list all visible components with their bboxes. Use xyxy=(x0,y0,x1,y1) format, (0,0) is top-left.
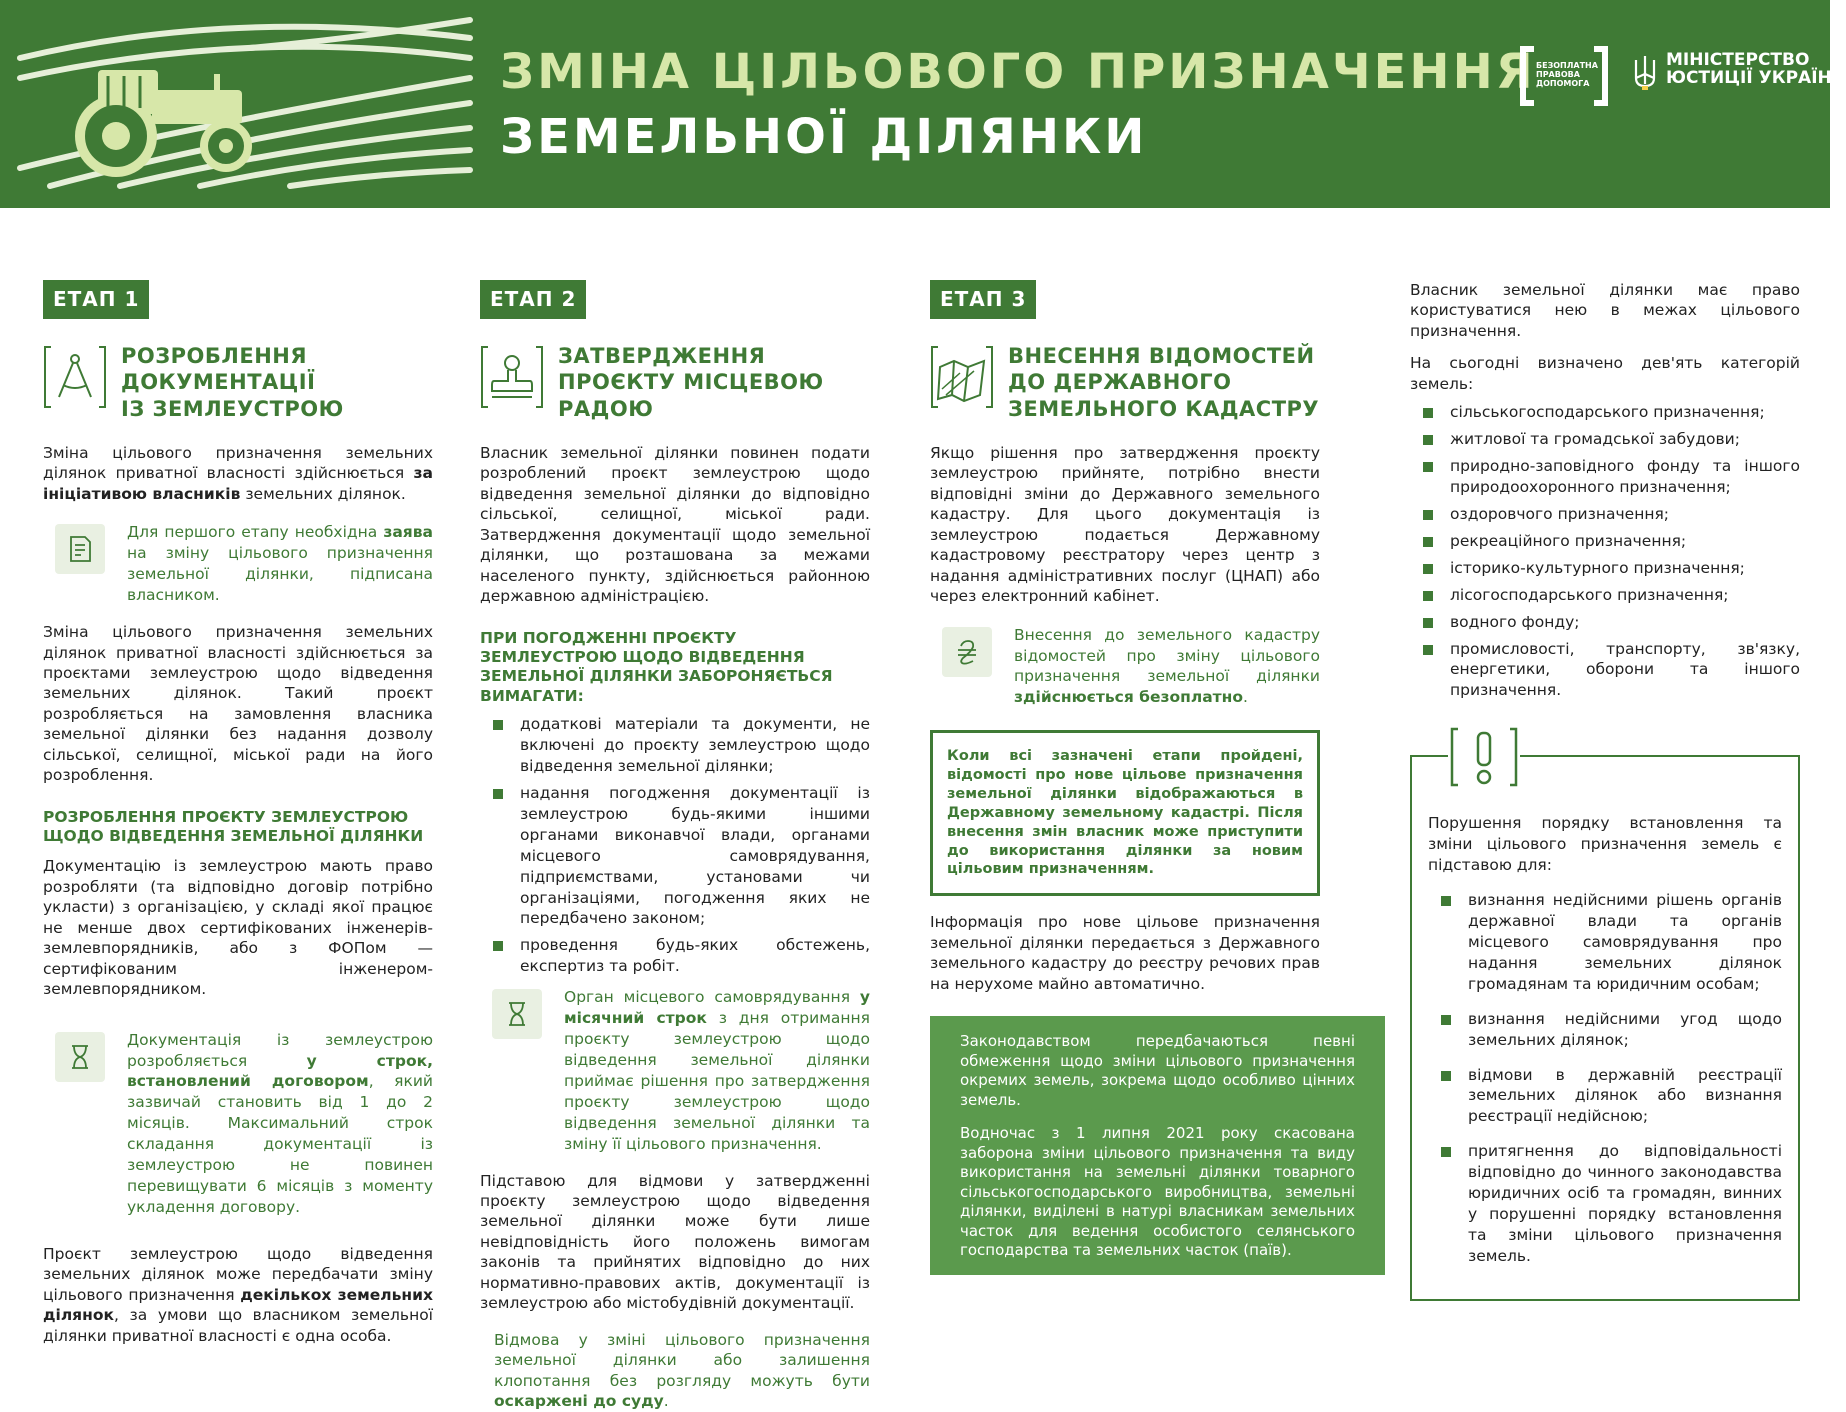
paragraph: Зміна цільового призначення земельних ділянок приватної власності здійснюється за проєктами землеустрою щодо відведення земельних ділянок. Такий проєкт розробляється на замовлення власника земельної ділянки без надання дозволу сільської, селищної, міської ради на його розроблення. xyxy=(43,623,433,785)
section-subheading: РОЗРОБЛЕННЯ ПРОЄКТУ ЗЕМЛЕУСТРОЮ ЩОДО ВІДВЕДЕННЯ ЗЕМЕЛЬНОЇ ДІЛЯНКИ xyxy=(43,807,424,846)
logo-moj-line: МІНІСТЕРСТВО xyxy=(1666,50,1810,70)
paragraph: Якщо рішення про затвердження проєкту землеустрою прийняте, потрібно внести відповідні зміни до Державного земельного кадастру. Для цього документація із землеустрою подається Державному кадастровому реєстратору через центр з надання адміністративних послуг (ЦНАП) або через електронний кабінет. xyxy=(930,444,1320,606)
stage-title-line: ЗАТВЕРДЖЕННЯ xyxy=(558,344,766,368)
stage-heading xyxy=(930,343,1320,427)
document-icon xyxy=(55,524,105,574)
paragraph: Документацію із землеустрою мають право розробляти (та відповідно договір потрібно укласти) з організацією, у складі якої працює не менше двох сертифікованих інженерів-землевпорядників, або з ФОПом — сертифікованим інженером-землевпорядником. xyxy=(43,857,433,999)
paragraph: Проєкт землеустрою щодо відведення земельних ділянок може передбачати зміну цільового призначення декількох земельних ділянок, за умови що власником земельної ділянки приватної власності є одна особа. xyxy=(43,1244,433,1345)
list-item: оздоровчого призначення; xyxy=(1410,504,1800,525)
trident-icon xyxy=(1632,54,1658,92)
stage-title-line: ЗЕМЕЛЬНОГО КАДАСТРУ xyxy=(1008,396,1320,421)
list-item: водного фонду; xyxy=(1410,612,1800,633)
list-item: визнання недійсними рішень органів державної влади та органів місцевого самоврядування про надання земельних ділянок громадянам та юридичним особам; xyxy=(1428,890,1782,995)
paragraph: Відмова у зміні цільового призначення земельної ділянки або залишення клопотання без розгляду можуть бути оскаржені до суду. xyxy=(494,1330,870,1411)
title-line-1: ЗМІНА ЦІЛЬОВОГО ПРИЗНАЧЕННЯ xyxy=(500,44,1536,100)
exclamation-icon xyxy=(1448,725,1520,789)
stage-title-line: ДОКУМЕНТАЦІЇ xyxy=(121,370,316,395)
land-categories-column xyxy=(1410,280,1800,1301)
paragraph: Власник земельної ділянки має право користуватися нею в межах цільового призначення. xyxy=(1410,281,1800,340)
list-item: проведення будь-яких обстежень, експертиз та робіт. xyxy=(480,935,870,977)
list-item: лісогосподарського призначення; xyxy=(1410,585,1800,606)
hryvnia-icon xyxy=(942,627,992,677)
stage-title-line: ПРОЄКТУ МІСЦЕВОЮ xyxy=(558,370,824,395)
paragraph: Підставою для відмови у затвердженні проєкту землеустрою щодо відведення земельної ділянки може бути лише невідповідність його положень вимогам законів та прийнятих відповідно до них нормативно-правових актів, документації із землеустрою або містобудівній документації. xyxy=(480,1171,870,1313)
paragraph: Порушення порядку встановлення та зміни цільового призначення земель є підставою для: xyxy=(1428,814,1782,875)
logo-bpd-line: БЕЗОПЛАТНА xyxy=(1536,61,1598,70)
list-item: житлової та громадської забудови; xyxy=(1410,429,1800,450)
prohibited-requirements-list xyxy=(480,714,870,977)
compass-icon xyxy=(43,345,107,409)
page-title xyxy=(500,40,1536,170)
header-banner xyxy=(0,0,1846,208)
paragraph: Інформація про нове цільове призначення земельної ділянки передається з Державного земельного кадастру до реєстру речових прав на нерухоме майно автоматично. xyxy=(930,913,1320,993)
list-item: сільськогосподарського призначення; xyxy=(1410,402,1800,423)
land-categories-list xyxy=(1410,402,1800,701)
stage-2-column xyxy=(480,280,870,1412)
logo-bpd-line: ДОПОМОГА xyxy=(1536,79,1590,89)
section-subheading: ПРИ ПОГОДЖЕННІ ПРОЄКТУ ЗЕМЛЕУСТРОЮ ЩОДО ВІДВЕДЕННЯ ЗЕМЕЛЬНОЇ ДІЛЯНКИ ЗАБОРОНЯЄТЬСЯ ВИМАГАТИ: xyxy=(480,628,833,705)
stage-title-line: РОЗРОБЛЕННЯ xyxy=(121,344,308,368)
title-line-2: ЗЕМЕЛЬНОЇ ДІЛЯНКИ xyxy=(500,108,1148,165)
paragraph: Зміна цільового призначення земельних ділянок приватної власності здійснюється за ініціативою власників земельних ділянок. xyxy=(43,444,433,503)
note: Внесення до земельного кадастру відомостей про зміну цільового призначення земельної ділянки здійснюється безоплатно. xyxy=(930,625,1320,709)
note: Для першого етапу необхідна заява на зміну цільового призначення земельної ділянки, підписана власником. xyxy=(43,522,433,606)
stage-1-column xyxy=(43,280,433,1346)
logo-bpd-line: ПРАВОВА xyxy=(1536,70,1580,80)
paragraph: Водночас з 1 липня 2021 року скасована заборона зміни цільового призначення та виду використання на земельні ділянки товарного сільськогосподарського виробництва, земельні ділянки, виділені в натурі власникам земельних часток для ведення особистого селянського господарства та земельних часток (паїв). xyxy=(960,1124,1355,1260)
restrictions-box xyxy=(930,1016,1385,1275)
paragraph: Законодавством передбачаються певні обмеження щодо зміни цільового призначення окремих земель, зокрема щодо особливо цінних земель. xyxy=(960,1032,1355,1109)
logo-moj-line: ЮСТИЦІЇ УКРАЇНИ xyxy=(1666,67,1846,88)
note: Документація із землеустрою розробляється у строк, встановлений договором, який зазвичай становить від 1 до 2 місяців. Максимальний строк складання документації із землеустрою не повинен перевищувати 6 місяців з моменту укладення договору. xyxy=(43,1030,433,1218)
list-item: промисловості, транспорту, зв'язку, енергетики, оборони та іншого призначення. xyxy=(1410,639,1800,702)
note: Орган місцевого самоврядування у місячний строк з дня отримання проєкту землеустрою щодо відведення земельної ділянки приймає рішення про затвердження проєкту землеустрою щодо відведення земельної ділянки та зміну її цільового призначення. xyxy=(480,987,870,1154)
stage-3-column xyxy=(930,280,1355,1275)
list-item: притягнення до відповідальності відповідно до чинного законодавства юридичних осіб та громадян, винних у порушенні порядку встановлення та зміни цільового призначення земель. xyxy=(1428,1141,1782,1267)
stage-badge: ЕТАП 2 xyxy=(480,280,586,319)
stage-title-line: ДО ДЕРЖАВНОГО xyxy=(1008,370,1232,395)
violations-list xyxy=(1428,890,1782,1267)
list-item: надання погодження документації із землеустрою будь-якими іншими органами виконавчої влади, органами місцевого самоврядування, підприємствами, установами чи організаціями, погодження яких не передбачено законом; xyxy=(480,783,870,929)
stage-heading xyxy=(480,343,870,427)
stage-title-line: ВНЕСЕННЯ ВІДОМОСТЕЙ xyxy=(1008,344,1315,368)
list-item: природно-заповідного фонду та іншого природоохоронного призначення; xyxy=(1410,456,1800,498)
stage-heading xyxy=(43,343,433,427)
list-item: рекреаційного призначення; xyxy=(1410,531,1800,552)
stage-title-line: РАДОЮ xyxy=(558,396,654,421)
map-icon xyxy=(930,345,994,409)
hourglass-icon xyxy=(492,989,542,1039)
violations-box xyxy=(1410,755,1800,1301)
list-item: визнання недійсними угод щодо земельних ділянок; xyxy=(1428,1009,1782,1051)
paragraph: На сьогодні визначено дев'ять категорій земель: xyxy=(1410,354,1800,393)
tractor-illustration xyxy=(30,18,460,186)
stage-badge: ЕТАП 3 xyxy=(930,280,1036,319)
stage-title-line: ІЗ ЗЕМЛЕУСТРОЮ xyxy=(121,396,344,421)
free-legal-aid-logo xyxy=(1520,46,1608,106)
summary-box: Коли всі зазначені етапи пройдені, відомості про нове цільове призначення земельної ділянки відображаються в Державному земельному кадастрі. Після внесення змін власник може приступити до використання ділянки за новим цільовим призначенням. xyxy=(930,730,1320,896)
hourglass-icon xyxy=(55,1032,105,1082)
stamp-icon xyxy=(480,345,544,409)
list-item: додаткові матеріали та документи, не включені до проєкту землеустрою щодо відведення земельної ділянки; xyxy=(480,714,870,777)
stage-badge: ЕТАП 1 xyxy=(43,280,149,319)
list-item: історико-культурного призначення; xyxy=(1410,558,1800,579)
paragraph: Власник земельної ділянки повинен подати розроблений проєкт землеустрою щодо відведення земельної ділянки до відповідно сільської, селищної, міської ради. Затвердження документації щодо земельної ділянки, що розташована за межами населеного пункту, здійснюється районною державною адміністрацією. xyxy=(480,444,870,606)
list-item: відмови в державній реєстрації земельних ділянок або визнання реєстрації недійсною; xyxy=(1428,1065,1782,1128)
